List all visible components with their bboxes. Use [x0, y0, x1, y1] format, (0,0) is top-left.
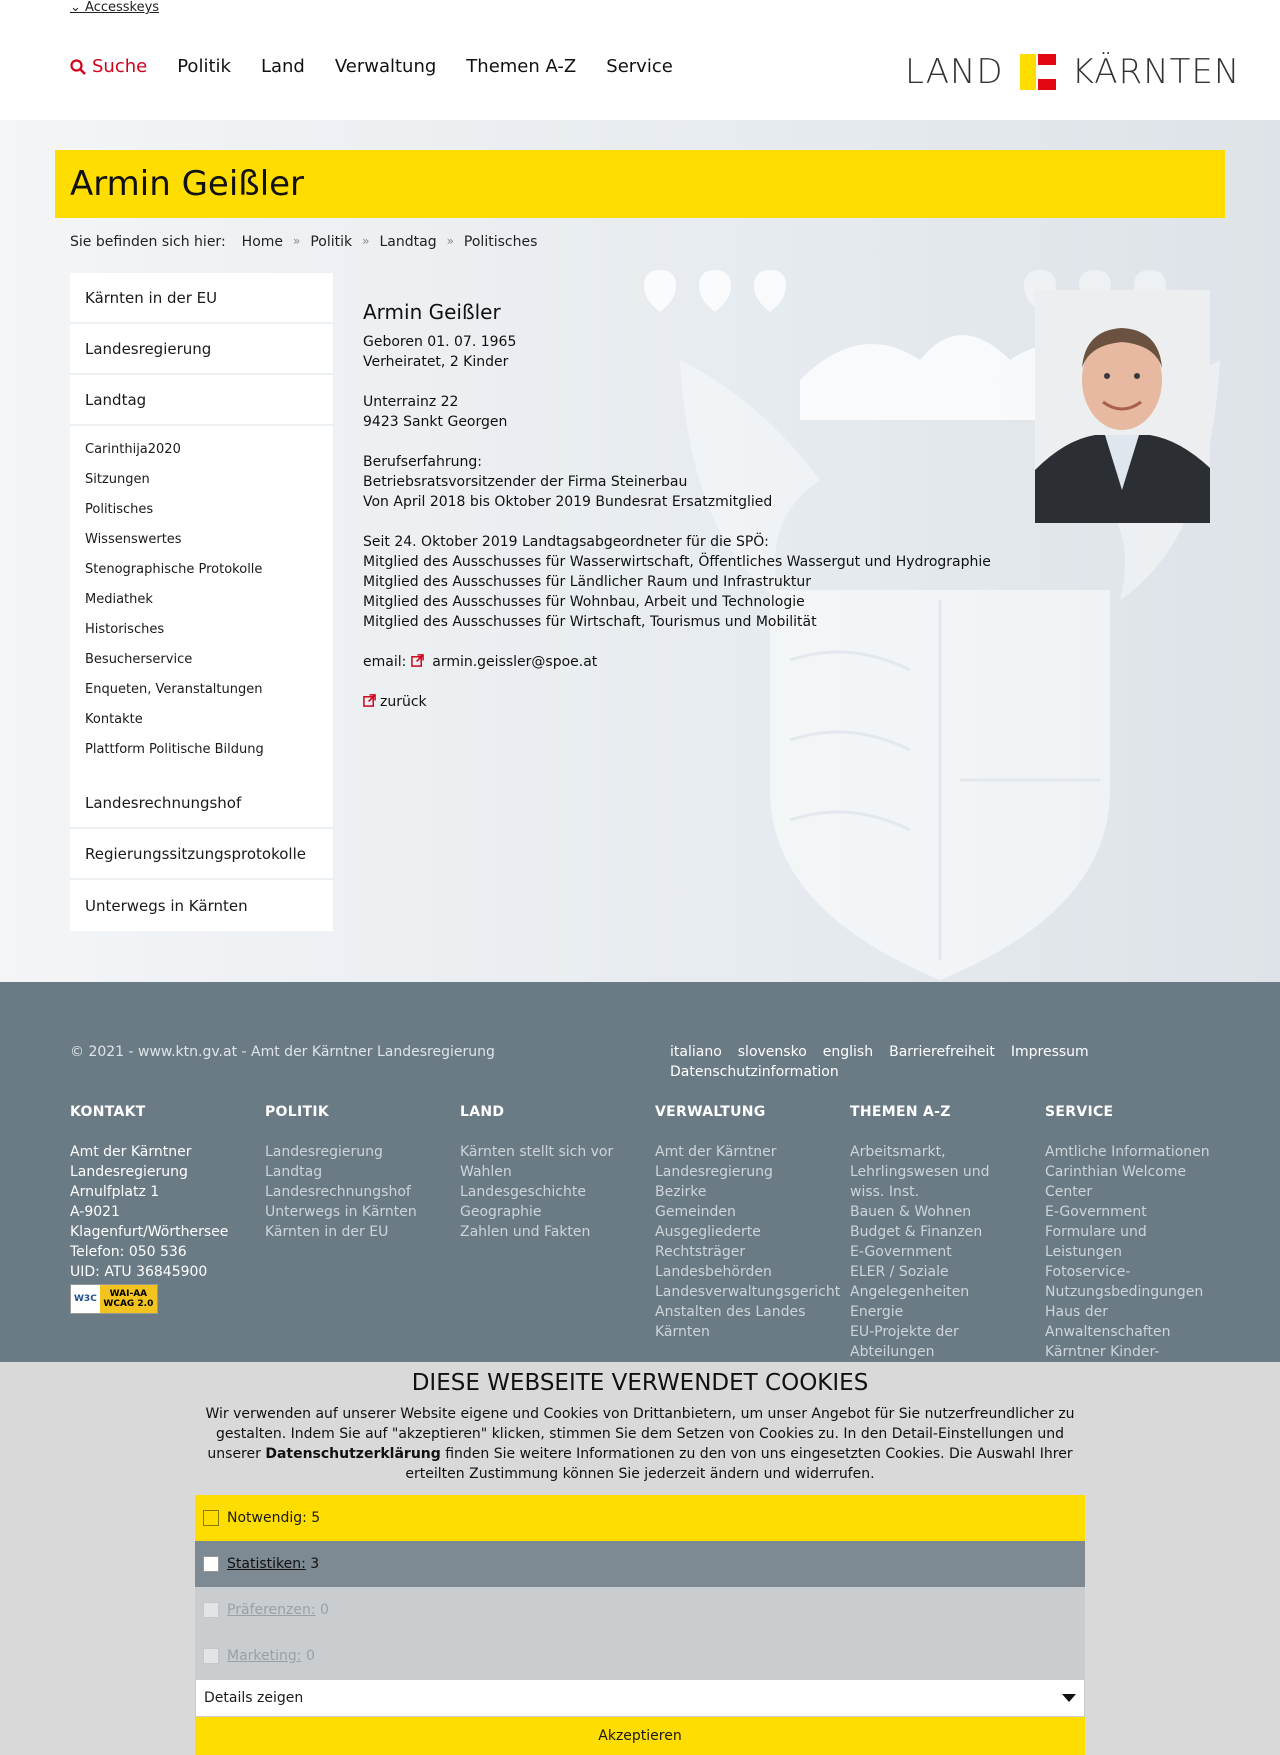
cookie-row-marketing	[195, 1633, 1085, 1679]
footer-link[interactable]: Rechtsträger	[655, 1244, 746, 1260]
footer-link-slovensko[interactable]: slovensko	[737, 1044, 807, 1060]
footer-link[interactable]: Kärnten stellt sich vor	[460, 1144, 614, 1160]
sidebar-subitem[interactable]: Politisches	[85, 501, 154, 517]
sidebar-subitem[interactable]: Enqueten, Veranstaltungen	[85, 681, 263, 697]
footer-text: Arnulfplatz 1	[70, 1184, 160, 1200]
footer-link[interactable]: Leistungen	[1045, 1244, 1122, 1260]
details-dropdown[interactable]	[195, 1679, 1085, 1717]
logo-text-left: LAND	[905, 52, 1004, 92]
footer-link[interactable]: wiss. Inst.	[850, 1184, 920, 1200]
badge-text: WCAG 2.0	[103, 1299, 154, 1309]
footer-link[interactable]: Gemeinden	[655, 1204, 736, 1220]
portrait-photo	[1035, 290, 1210, 523]
cookie-category-label[interactable]: Marketing:	[227, 1648, 302, 1664]
profile-street: Unterrainz 22	[363, 394, 459, 410]
cookie-row-notwendig	[195, 1495, 1085, 1541]
sidebar-submenu	[70, 426, 333, 778]
sidebar-item-landtag[interactable]: Landtag	[70, 375, 333, 426]
footer-link[interactable]: Landesverwaltungsgericht	[655, 1284, 841, 1300]
site-logo[interactable]	[905, 52, 1240, 92]
footer-link[interactable]: Landesgeschichte	[460, 1184, 586, 1200]
nav-verwaltung[interactable]: Verwaltung	[334, 56, 437, 77]
footer-link[interactable]: Landesregierung	[265, 1144, 383, 1160]
footer-link[interactable]: Abteilungen	[850, 1344, 935, 1360]
footer-link[interactable]: Lehrlingswesen und	[850, 1164, 990, 1180]
footer-link-barrierefreiheit[interactable]: Barrierefreiheit	[889, 1044, 995, 1060]
sidebar-nav	[70, 273, 333, 931]
profile-city: 9423 Sankt Georgen	[363, 414, 508, 430]
footer-link[interactable]: Landesrechnungshof	[265, 1184, 411, 1200]
accept-button[interactable]: Akzeptieren	[195, 1717, 1085, 1755]
mandate-item: Mitglied des Ausschusses für Wohnbau, Arbeit und Technologie	[363, 594, 805, 610]
sidebar-subitem[interactable]: Kontakte	[85, 711, 143, 727]
sidebar-subitem[interactable]: Carinthija2020	[85, 441, 181, 457]
cookie-row-statistiken	[195, 1541, 1085, 1587]
sidebar-subitem[interactable]: Besucherservice	[85, 651, 193, 667]
footer-link[interactable]: Amtliche Informationen	[1045, 1144, 1210, 1160]
footer-link-impressum[interactable]: Impressum	[1010, 1044, 1089, 1060]
cookie-category-label: Notwendig:	[227, 1510, 307, 1526]
breadcrumb-politik[interactable]: Politik	[310, 234, 353, 250]
email-row	[363, 652, 991, 672]
footer-link-italiano[interactable]: italiano	[670, 1044, 722, 1060]
mandate-item: Mitglied des Ausschusses für Wirtschaft, Tourismus und Mobilität	[363, 614, 817, 630]
sidebar-subitem[interactable]: Plattform Politische Bildung	[85, 741, 264, 757]
footer-col-politik	[265, 1102, 450, 1242]
badge-text: WAI-AA	[109, 1289, 148, 1299]
footer-link-english[interactable]: english	[822, 1044, 874, 1060]
wcag-badge[interactable]	[70, 1284, 158, 1314]
footer-col-title: VERWALTUNG	[655, 1104, 766, 1120]
footer-link[interactable]: Anwaltenschaften	[1045, 1324, 1171, 1340]
main-area	[0, 120, 1280, 982]
external-link-icon	[363, 694, 376, 707]
cookie-text-part: Wir verwenden auf unserer Website eigene und Cookies von Drittanbietern, um unser Angebot für Sie nutzerfreundlicher zu gestalten. Indem Sie auf "akzeptieren" klicken, stimmen Sie dem Setzen von Cookies zu. In den Detail-Einstellungen und unserer	[205, 1406, 1075, 1462]
footer-link[interactable]: E-Government	[850, 1244, 952, 1260]
cookie-category-label[interactable]: Statistiken:	[227, 1556, 306, 1572]
cookie-row-praeferenzen	[195, 1587, 1085, 1633]
footer-link[interactable]: E-Government	[1045, 1204, 1147, 1220]
footer-link[interactable]: Geographie	[460, 1204, 542, 1220]
breadcrumb-landtag[interactable]: Landtag	[379, 234, 437, 250]
cookie-category-count: 0	[320, 1602, 329, 1618]
footer-text: Amt der Kärntner	[70, 1144, 192, 1160]
footer-link[interactable]: Landesregierung	[655, 1164, 773, 1180]
footer-link[interactable]: ELER / Soziale	[850, 1264, 949, 1280]
email-label: email:	[363, 654, 407, 670]
chevron-right-icon: »	[446, 234, 454, 248]
footer-col-title: LAND	[460, 1104, 505, 1120]
cookie-title: DIESE WEBSEITE VERWENDET COOKIES	[411, 1370, 869, 1396]
sidebar-item-regierungssitzungsprotokolle[interactable]: Regierungssitzungsprotokolle	[70, 829, 333, 880]
checkbox-praeferenzen[interactable]	[203, 1602, 219, 1618]
logo-mark-icon	[1020, 54, 1056, 90]
cookie-category-count: 0	[305, 1648, 315, 1664]
profile-family: Verheiratet, 2 Kinder	[363, 354, 509, 370]
cookie-category-count: 5	[311, 1510, 321, 1526]
footer-link[interactable]: Kärnten	[655, 1324, 710, 1340]
footer-link[interactable]: Fotoservice-	[1045, 1264, 1131, 1280]
footer-link[interactable]: Kärntner Kinder-	[1045, 1344, 1160, 1360]
footer-col-verwaltung	[655, 1102, 840, 1342]
nav-service[interactable]: Service	[606, 56, 673, 77]
footer-text: Telefon: 050 536	[70, 1244, 187, 1260]
accesskeys-label: Accesskeys	[85, 0, 160, 15]
footer-link[interactable]: Energie	[850, 1304, 904, 1320]
footer-link[interactable]: Kärnten in der EU	[265, 1224, 389, 1240]
copyright: © 2021 - www.ktn.gv.at - Amt der Kärntner Landesregierung	[70, 1044, 495, 1060]
accesskeys-toggle[interactable]: ⌄ Accesskeys	[70, 0, 160, 15]
mandate-item: Mitglied des Ausschusses für Wasserwirtschaft, Öffentliches Wassergut und Hydrographie	[363, 554, 991, 570]
cookie-category-label[interactable]: Präferenzen:	[227, 1602, 316, 1618]
footer-col-title: SERVICE	[1045, 1104, 1114, 1120]
footer-link[interactable]: Nutzungsbedingungen	[1045, 1284, 1204, 1300]
footer-col-land	[460, 1102, 645, 1242]
footer-link[interactable]: EU-Projekte der	[850, 1324, 959, 1340]
footer-link[interactable]: Landtag	[265, 1164, 323, 1180]
main-nav	[70, 56, 673, 77]
sidebar-subitem[interactable]: Stenographische Protokolle	[85, 561, 263, 577]
caret-down-icon	[1062, 1694, 1076, 1702]
footer-col-kontakt	[70, 1102, 255, 1314]
checkbox-marketing[interactable]	[203, 1648, 219, 1664]
footer-link[interactable]: Unterwegs in Kärnten	[265, 1204, 417, 1220]
page-title: Armin Geißler	[70, 164, 305, 204]
sidebar-item-landesrechnungshof[interactable]: Landesrechnungshof	[70, 778, 333, 829]
external-link-icon	[411, 654, 424, 667]
footer-text: UID: ATU 36845900	[70, 1264, 208, 1280]
footer-link[interactable]: Wahlen	[460, 1164, 512, 1180]
footer-link[interactable]: Amt der Kärntner	[655, 1144, 777, 1160]
email-link[interactable]: armin.geissler@spoe.at	[432, 654, 598, 670]
search-icon	[70, 59, 86, 75]
nav-search[interactable]	[70, 56, 147, 77]
sidebar-subitem[interactable]: Sitzungen	[85, 471, 150, 487]
footer-link-datenschutz[interactable]: Datenschutzinformation	[670, 1064, 839, 1080]
sidebar-item-landesregierung[interactable]: Landesregierung	[70, 324, 333, 375]
footer-link[interactable]: Center	[1045, 1184, 1093, 1200]
footer-links	[670, 1042, 1130, 1082]
footer-col-themen	[850, 1102, 1035, 1362]
profile-name: Armin Geißler	[363, 300, 501, 324]
sidebar-subitem[interactable]: Wissenswertes	[85, 531, 182, 547]
footer-col-title: THEMEN A-Z	[850, 1104, 951, 1120]
cookie-text-part: finden Sie weitere Informationen zu den von uns eingesetzten Cookies. Die Auswahl Ihrer erteilten Zustimmung können Sie jederzeit ändern und widerrufen.	[405, 1446, 1073, 1482]
back-label: zurück	[380, 694, 427, 710]
footer-link[interactable]: Carinthian Welcome	[1045, 1164, 1187, 1180]
footer-link[interactable]: Formulare und	[1045, 1224, 1147, 1240]
privacy-policy-link[interactable]: Datenschutzerklärung	[265, 1446, 441, 1462]
footer-link[interactable]: Budget & Finanzen	[850, 1224, 983, 1240]
breadcrumb-home[interactable]: Home	[241, 234, 284, 250]
chevron-right-icon: »	[362, 234, 370, 248]
logo-text-right: KÄRNTEN	[1071, 52, 1241, 92]
footer-link[interactable]: Ausgegliederte	[655, 1224, 761, 1240]
breadcrumb-label: Sie befinden sich hier:	[70, 234, 226, 250]
page-title-bar	[55, 150, 1225, 218]
profile-content	[363, 302, 991, 712]
career-label: Berufserfahrung:	[363, 454, 482, 470]
footer-col-title: POLITIK	[265, 1104, 329, 1120]
footer-link[interactable]: Anstalten des Landes	[655, 1304, 806, 1320]
footer-text: Klagenfurt/Wörthersee	[70, 1224, 229, 1240]
cookie-banner	[0, 1362, 1280, 1755]
footer-text: Landesregierung	[70, 1164, 188, 1180]
footer-link[interactable]: Haus der	[1045, 1304, 1108, 1320]
sidebar-item-eu[interactable]: Kärnten in der EU	[70, 273, 333, 324]
breadcrumb	[70, 234, 537, 250]
nav-search-label: Suche	[92, 56, 148, 77]
chevron-right-icon: »	[293, 234, 301, 248]
back-link[interactable]	[363, 692, 991, 712]
nav-politik[interactable]: Politik	[177, 56, 231, 77]
checkbox-statistiken[interactable]	[203, 1556, 219, 1572]
career-item: Betriebsratsvorsitzender der Firma Steinerbau	[363, 474, 688, 490]
career-item: Von April 2018 bis Oktober 2019 Bundesrat Ersatzmitglied	[363, 494, 773, 510]
cookie-text	[200, 1404, 1080, 1484]
footer-link[interactable]: Bezirke	[655, 1184, 707, 1200]
footer-col-service	[1045, 1102, 1230, 1362]
w3c-logo-icon: W3C	[74, 1294, 97, 1304]
portrait-image	[1035, 290, 1210, 523]
mandate-item: Seit 24. Oktober 2019 Landtagsabgeordneter für die SPÖ:	[363, 534, 769, 550]
sidebar-subitem[interactable]: Historisches	[85, 621, 165, 637]
sidebar-item-unterwegs[interactable]: Unterwegs in Kärnten	[70, 880, 333, 931]
nav-land[interactable]: Land	[260, 56, 305, 77]
nav-themen[interactable]: Themen A-Z	[466, 56, 577, 77]
footer-text: A-9021	[70, 1204, 120, 1220]
sidebar-subitem[interactable]: Mediathek	[85, 591, 153, 607]
footer-col-title: KONTAKT	[70, 1104, 146, 1120]
footer-link[interactable]: Angelegenheiten	[850, 1284, 970, 1300]
mandate-item: Mitglied des Ausschusses für Ländlicher Raum und Infrastruktur	[363, 574, 812, 590]
details-label: Details zeigen	[204, 1690, 304, 1706]
footer-link[interactable]: Bauen & Wohnen	[850, 1204, 972, 1220]
footer	[0, 982, 1280, 1362]
footer-link[interactable]: Zahlen und Fakten	[460, 1224, 591, 1240]
checkbox-notwendig	[203, 1510, 219, 1526]
breadcrumb-politisches[interactable]: Politisches	[463, 234, 538, 250]
profile-born: Geboren 01. 07. 1965	[363, 334, 517, 350]
cookie-category-count: 3	[310, 1556, 320, 1572]
footer-link[interactable]: Landesbehörden	[655, 1264, 772, 1280]
footer-link[interactable]: Arbeitsmarkt,	[850, 1144, 946, 1160]
